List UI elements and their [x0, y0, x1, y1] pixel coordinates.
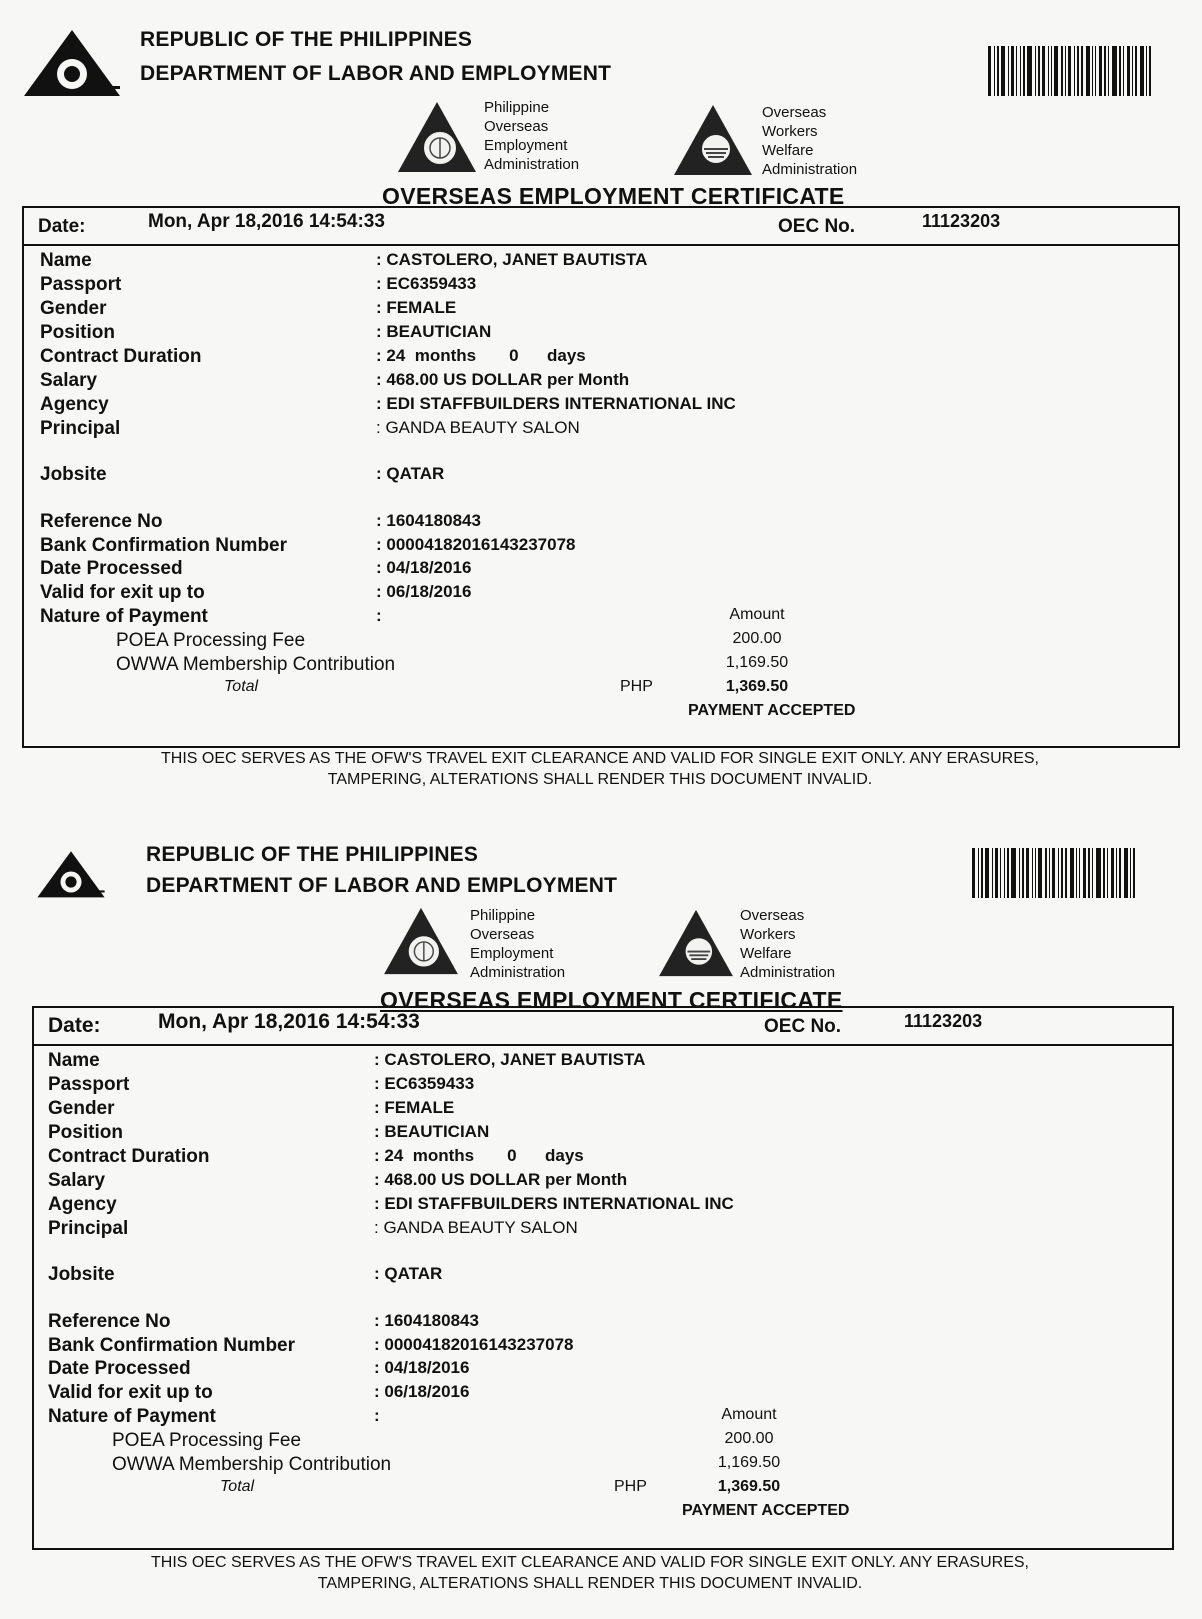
agency-value: : EDI STAFFBUILDERS INTERNATIONAL INC [376, 394, 736, 413]
agency-row: Agency : EDI STAFFBUILDERS INTERNATIONAL INC [40, 394, 736, 415]
poea-fee-row: POEA Processing Fee 200.00 [34, 1430, 1172, 1454]
poea-fee-row: POEA Processing Fee 200.00 [24, 630, 1178, 654]
certificate-copy-1 [0, 0, 1202, 800]
poea-fee-amount: 200.00 [732, 630, 782, 647]
status-row [34, 1502, 1172, 1526]
date-bar [34, 1008, 1172, 1046]
gender-row: Gender : FEMALE [48, 1098, 455, 1119]
date-bar [24, 208, 1178, 246]
bank-value: : 00004182016143237078 [374, 1335, 574, 1354]
total-amount: 1,369.50 [725, 678, 789, 695]
date-label: Date: [38, 216, 86, 237]
oec-label: OEC No. [778, 216, 856, 237]
bank-row: Bank Confirmation Number : 00004182016143237078 [48, 1335, 574, 1356]
passport-value: : EC6359433 [376, 274, 477, 293]
date-label: Date: [48, 1014, 101, 1037]
processed-row: Date Processed : 04/18/2016 [40, 558, 472, 579]
agency-row: Agency : EDI STAFFBUILDERS INTERNATIONAL INC [48, 1194, 734, 1215]
total-amount: 1,369.50 [717, 1478, 781, 1495]
certificate-copy-2 [0, 800, 1202, 1600]
name-row: Name : CASTOLERO, JANET BAUTISTA [40, 250, 648, 271]
department-heading: DEPARTMENT OF LABOR AND EMPLOYMENT [146, 874, 618, 897]
reference-row: Reference No : 1604180843 [48, 1311, 479, 1332]
valid-row: Valid for exit up to : 06/18/2016 [48, 1382, 470, 1403]
status-row [24, 702, 1178, 726]
jobsite-value: : QATAR [376, 464, 445, 483]
position-value: : BEAUTICIAN [374, 1122, 490, 1141]
duration-row: Contract Duration : 24 months 0 days [40, 346, 586, 367]
barcode-icon [972, 848, 1152, 898]
reference-row: Reference No : 1604180843 [40, 511, 481, 532]
nature-row: Nature of Payment : Amount [24, 606, 1178, 630]
name-value: : CASTOLERO, JANET BAUTISTA [374, 1050, 646, 1069]
republic-heading: REPUBLIC OF THE PHILIPPINES [140, 28, 473, 51]
poea-fee-amount: 200.00 [724, 1430, 774, 1447]
footer-notice: THIS OEC SERVES AS THE OFW'S TRAVEL EXIT CLEARANCE AND VALID FOR SINGLE EXIT ONLY. ANY ERASURES, TAMPERING, ALTERATIONS SHALL RENDER THIS DOCUMENT INVALID. [151, 1554, 1029, 1592]
gender-value: : FEMALE [374, 1098, 455, 1117]
currency: PHP [620, 678, 653, 695]
jobsite-row: Jobsite : QATAR [48, 1264, 443, 1285]
poea-seal-icon [380, 906, 462, 976]
currency: PHP [614, 1478, 647, 1495]
owwa-name: Overseas Workers Welfare Administration [740, 907, 836, 981]
bank-value: : 00004182016143237078 [376, 535, 576, 554]
poea-name: Philippine Overseas Employment Administration [470, 907, 566, 981]
passport-row: Passport : EC6359433 [48, 1074, 475, 1095]
barcode-icon [988, 46, 1180, 96]
position-row: Position : BEAUTICIAN [40, 322, 492, 343]
name-value: : CASTOLERO, JANET BAUTISTA [376, 250, 648, 269]
passport-value: : EC6359433 [374, 1074, 475, 1093]
reference-value: : 1604180843 [376, 511, 481, 530]
payment-status: PAYMENT ACCEPTED [682, 1502, 850, 1519]
footer-notice: THIS OEC SERVES AS THE OFW'S TRAVEL EXIT CLEARANCE AND VALID FOR SINGLE EXIT ONLY. ANY ERASURES, TAMPERING, ALTERATIONS SHALL RENDER THIS DOCUMENT INVALID. [161, 750, 1039, 788]
oec-number: 11123203 [904, 1011, 983, 1031]
certificate-title: OVERSEAS EMPLOYMENT CERTIFICATE [382, 183, 845, 209]
payment-status: PAYMENT ACCEPTED [688, 702, 856, 719]
reference-value: : 1604180843 [374, 1311, 479, 1330]
salary-value: : 468.00 US DOLLAR per Month [374, 1170, 628, 1189]
position-row: Position : BEAUTICIAN [48, 1122, 490, 1143]
passport-row: Passport : EC6359433 [40, 274, 477, 295]
name-row: Name : CASTOLERO, JANET BAUTISTA [48, 1050, 646, 1071]
processed-value: : 04/18/2016 [376, 558, 472, 577]
dole-logo-icon [22, 28, 122, 100]
owwa-seal-icon [672, 103, 754, 177]
bank-row: Bank Confirmation Number : 00004182016143237078 [40, 535, 576, 556]
valid-row: Valid for exit up to : 06/18/2016 [40, 582, 472, 603]
principal-value: : GANDA BEAUTY SALON [374, 1218, 578, 1237]
valid-value: : 06/18/2016 [374, 1382, 470, 1401]
amount-header: Amount [721, 1406, 777, 1423]
date-value: Mon, Apr 18,2016 14:54:33 [148, 211, 385, 232]
poea-name: Philippine Overseas Employment Administration [484, 99, 580, 173]
owwa-fee-amount: 1,169.50 [717, 1454, 781, 1471]
principal-row: Principal : GANDA BEAUTY SALON [48, 1218, 578, 1239]
duration-row: Contract Duration : 24 months 0 days [48, 1146, 584, 1167]
republic-heading: REPUBLIC OF THE PHILIPPINES [146, 843, 479, 866]
owwa-fee-amount: 1,169.50 [725, 654, 789, 671]
total-row: Total PHP 1,369.50 [34, 1478, 1172, 1502]
salary-row: Salary : 468.00 US DOLLAR per Month [40, 370, 630, 391]
oec-label: OEC No. [764, 1016, 842, 1037]
principal-row: Principal : GANDA BEAUTY SALON [40, 418, 580, 439]
jobsite-value: : QATAR [374, 1264, 443, 1283]
certificate-box [22, 206, 1180, 748]
duration-value: : 24 months 0 days [376, 346, 586, 365]
total-row: Total PHP 1,369.50 [24, 678, 1178, 702]
owwa-fee-row: OWWA Membership Contribution 1,169.50 [34, 1454, 1172, 1478]
agency-value: : EDI STAFFBUILDERS INTERNATIONAL INC [374, 1194, 734, 1213]
dole-logo-icon [36, 846, 106, 904]
gender-row: Gender : FEMALE [40, 298, 457, 319]
oec-number: 11123203 [922, 211, 1001, 231]
amount-header: Amount [729, 606, 785, 623]
owwa-name: Overseas Workers Welfare Administration [762, 104, 858, 178]
certificate-title: OVERSEAS EMPLOYMENT CERTIFICATE [380, 987, 843, 1013]
duration-value: : 24 months 0 days [374, 1146, 584, 1165]
jobsite-row: Jobsite : QATAR [40, 464, 445, 485]
poea-seal-icon [396, 100, 478, 174]
date-value: Mon, Apr 18,2016 14:54:33 [158, 1010, 420, 1033]
gender-value: : FEMALE [376, 298, 457, 317]
position-value: : BEAUTICIAN [376, 322, 492, 341]
processed-value: : 04/18/2016 [374, 1358, 470, 1377]
certificate-box [32, 1006, 1174, 1550]
salary-row: Salary : 468.00 US DOLLAR per Month [48, 1170, 628, 1191]
salary-value: : 468.00 US DOLLAR per Month [376, 370, 630, 389]
department-heading: DEPARTMENT OF LABOR AND EMPLOYMENT [140, 62, 612, 85]
processed-row: Date Processed : 04/18/2016 [48, 1358, 470, 1379]
valid-value: : 06/18/2016 [376, 582, 472, 601]
owwa-fee-row: OWWA Membership Contribution 1,169.50 [24, 654, 1178, 678]
owwa-seal-icon [655, 908, 737, 978]
nature-row: Nature of Payment : Amount [34, 1406, 1172, 1430]
principal-value: : GANDA BEAUTY SALON [376, 418, 580, 437]
